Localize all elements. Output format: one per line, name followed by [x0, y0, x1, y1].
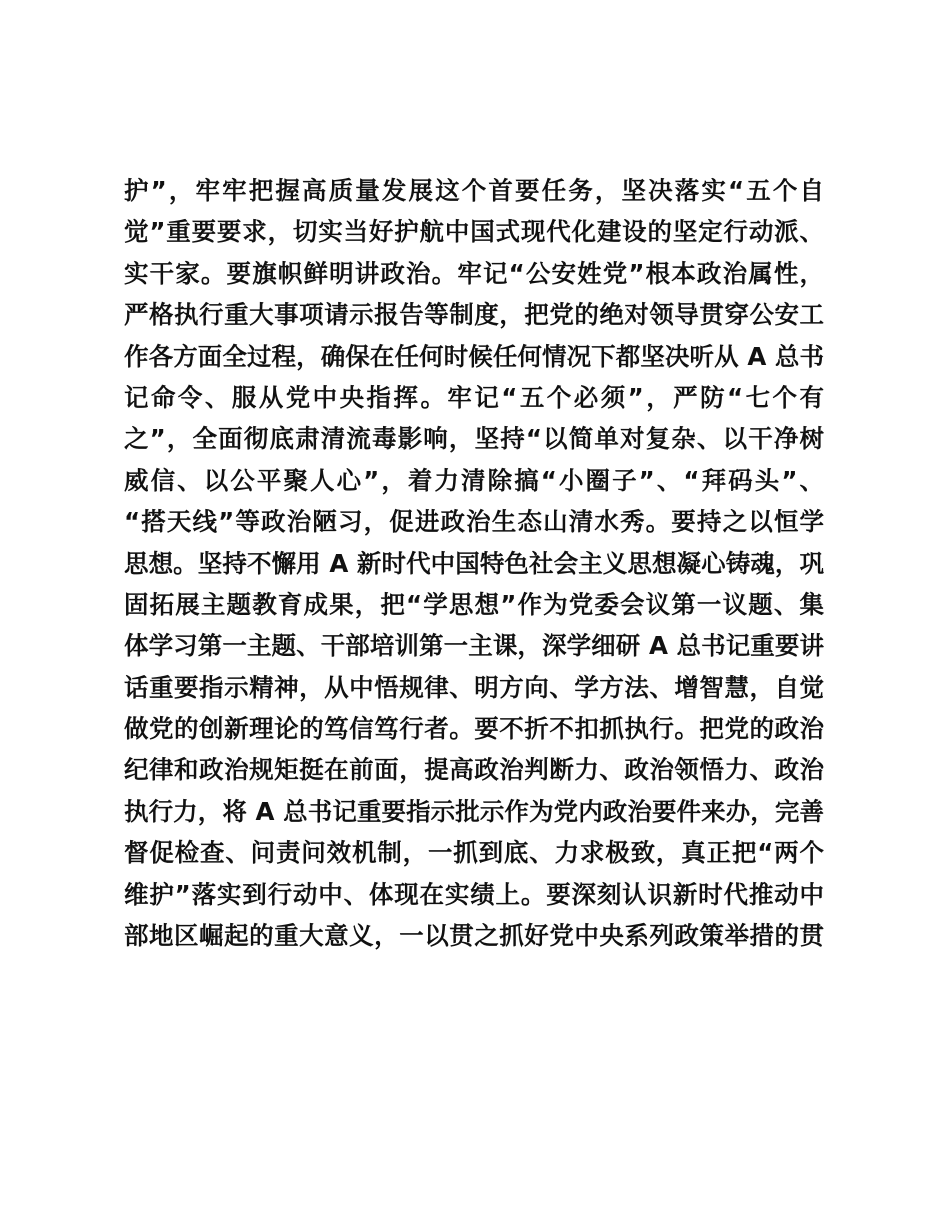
text-line: 体学习第一主题、干部培训第一主课，深学细研 A 总书记重要讲 [124, 631, 824, 661]
text-line: 固拓展主题教育成果，把“学思想”作为党委会议第一议题、集 [124, 589, 824, 619]
text-line: 思想。坚持不懈用 A 新时代中国特色社会主义思想凝心铸魂，巩 [124, 548, 824, 578]
text-line: 之”，全面彻底肃清流毒影响，坚持“以简单对复杂、以干净树 [124, 424, 824, 454]
text-line: 纪律和政治规矩挺在前面，提高政治判断力、政治领悟力、政治 [124, 755, 824, 785]
text-line: 威信、以公平聚人心”，着力清除搞“小圈子”、“拜码头”、 [124, 465, 824, 495]
text-line: 话重要指示精神，从中悟规律、明方向、学方法、增智慧，自觉 [124, 672, 824, 702]
text-line: 实干家。要旗帜鲜明讲政治。牢记“公安姓党”根本政治属性， [124, 258, 824, 288]
text-line: “搭天线”等政治陋习，促进政治生态山清水秀。要持之以恒学 [124, 507, 824, 537]
body-paragraph [124, 170, 824, 956]
text-line: 部地区崛起的重大意义，一以贯之抓好党中央系列政策举措的贯 [124, 921, 824, 951]
text-line: 觉”重要要求，切实当好护航中国式现代化建设的坚定行动派、 [124, 217, 824, 247]
text-line: 执行力，将 A 总书记重要指示批示作为党内政治要件来办，完善 [124, 796, 824, 826]
text-line: 记命令、服从党中央指挥。牢记“五个必须”，严防“七个有 [124, 382, 824, 412]
text-line: 护”，牢牢把握高质量发展这个首要任务，坚决落实“五个自 [124, 176, 824, 205]
text-line: 作各方面全过程，确保在任何时候任何情况下都坚决听从 A 总书 [124, 341, 824, 371]
text-line: 做党的创新理论的笃信笃行者。要不折不扣抓执行。把党的政治 [124, 714, 824, 744]
text-line: 维护”落实到行动中、体现在实绩上。要深刻认识新时代推动中 [124, 879, 824, 909]
text-line: 严格执行重大事项请示报告等制度，把党的绝对领导贯穿公安工 [124, 300, 824, 330]
text-line: 督促检查、问责问效机制，一抓到底、力求极致，真正把“两个 [124, 838, 824, 868]
